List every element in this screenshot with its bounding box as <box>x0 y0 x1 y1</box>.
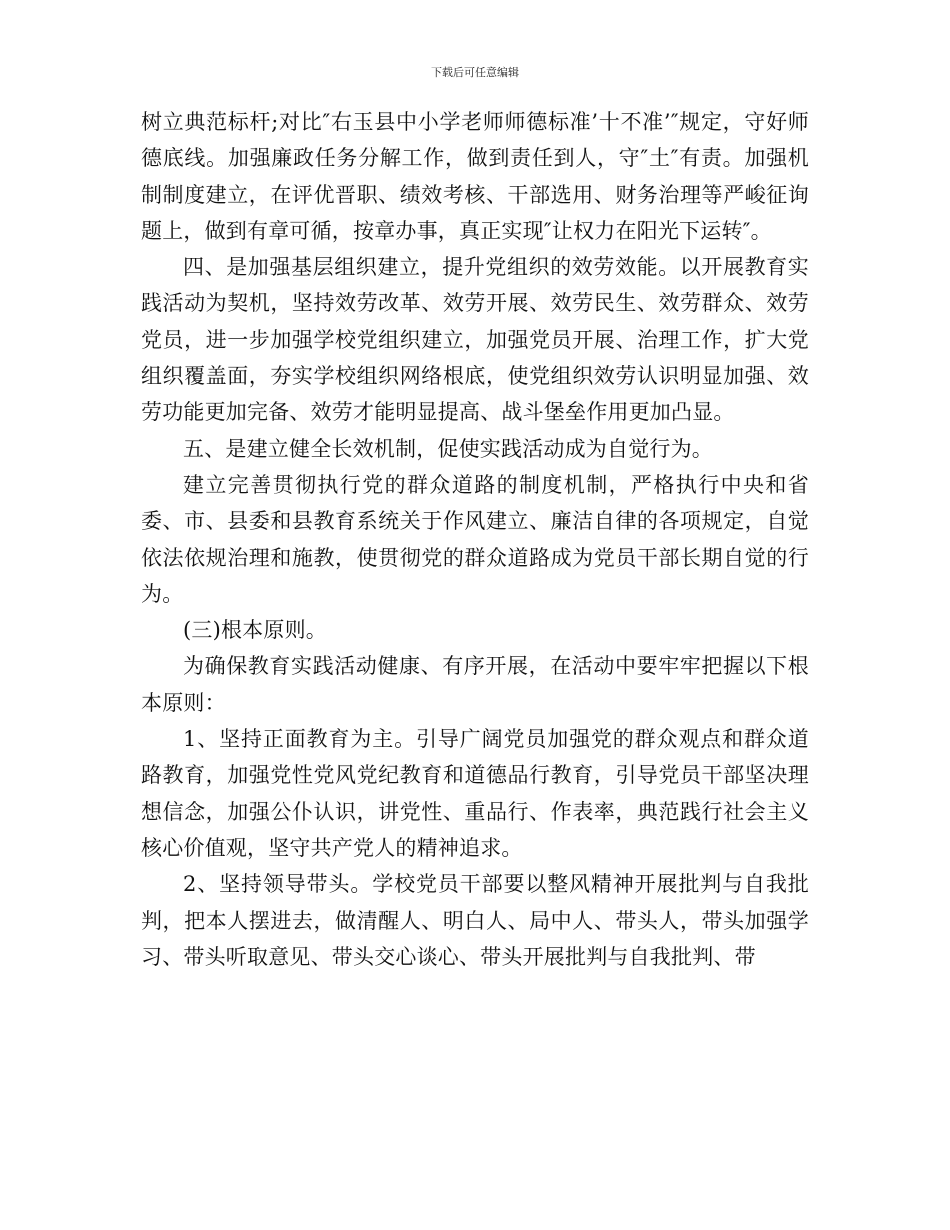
paragraph-1: 树立典范标杆;对比″右玉县中小学老师师德标准’十不准’″规定，守好师德底线。加强廉政任务分解工作，做到责任到人，守″土″有责。加强机制制度建立，在评优晋职、绩效考核、干部选用、财务治理等严峻征询题上，做到有章可循，按章办事，真正实现″让权力在阳光下运转″。 <box>141 110 809 243</box>
paragraph-4: 建立完善贯彻执行党的群众道路的制度机制，严格执行中央和省委、市、县委和县教育系统关于作风建立、廉洁自律的各项规定，自觉依法依规治理和施教，使贯彻党的群众道路成为党员干部长期自觉的行为。 <box>141 472 809 606</box>
paragraph-3: 五、是建立健全长效机制，促使实践活动成为自觉行为。 <box>183 436 713 461</box>
paragraph-6: 为确保教育实践活动健康、有序开展，在活动中要牢牢把握以下根本原则： <box>141 654 809 715</box>
paragraph-7: 1、坚持正面教育为主。引导广阔党员加强党的群众观点和群众道路教育，加强党性党风党纪教育和道德品行教育，引导党员干部坚决理想信念，加强公仆认识，讲党性、重品行、作表率，典范践行社会主义核心价值观，坚守共产党人的精神追求。 <box>141 727 809 860</box>
paragraph-8: 2、坚持领导带头。学校党员干部要以整风精神开展批判与自我批判，把本人摆进去，做清醒人、明白人、局中人、带头人，带头加强学习、带头听取意见、带头交心谈心、带头开展批判与自我批判、带 <box>141 872 809 969</box>
paragraph-5: (三)根本原则。 <box>183 618 327 643</box>
document-body <box>141 104 809 975</box>
paragraph-2: 四、是加强基层组织建立，提升党组织的效劳效能。以开展教育实践活动为契机，坚持效劳改革、效劳开展、效劳民生、效劳群众、效劳党员，进一步加强学校党组织建立，加强党员开展、治理工作，扩大党组织覆盖面，夯实学校组织网络根底，使党组织效劳认识明显加强、效劳功能更加完备、效劳才能明显提高、战斗堡垒作用更加凸显。 <box>141 255 809 425</box>
page-header-note: 下载后可任意编辑 <box>431 66 519 79</box>
